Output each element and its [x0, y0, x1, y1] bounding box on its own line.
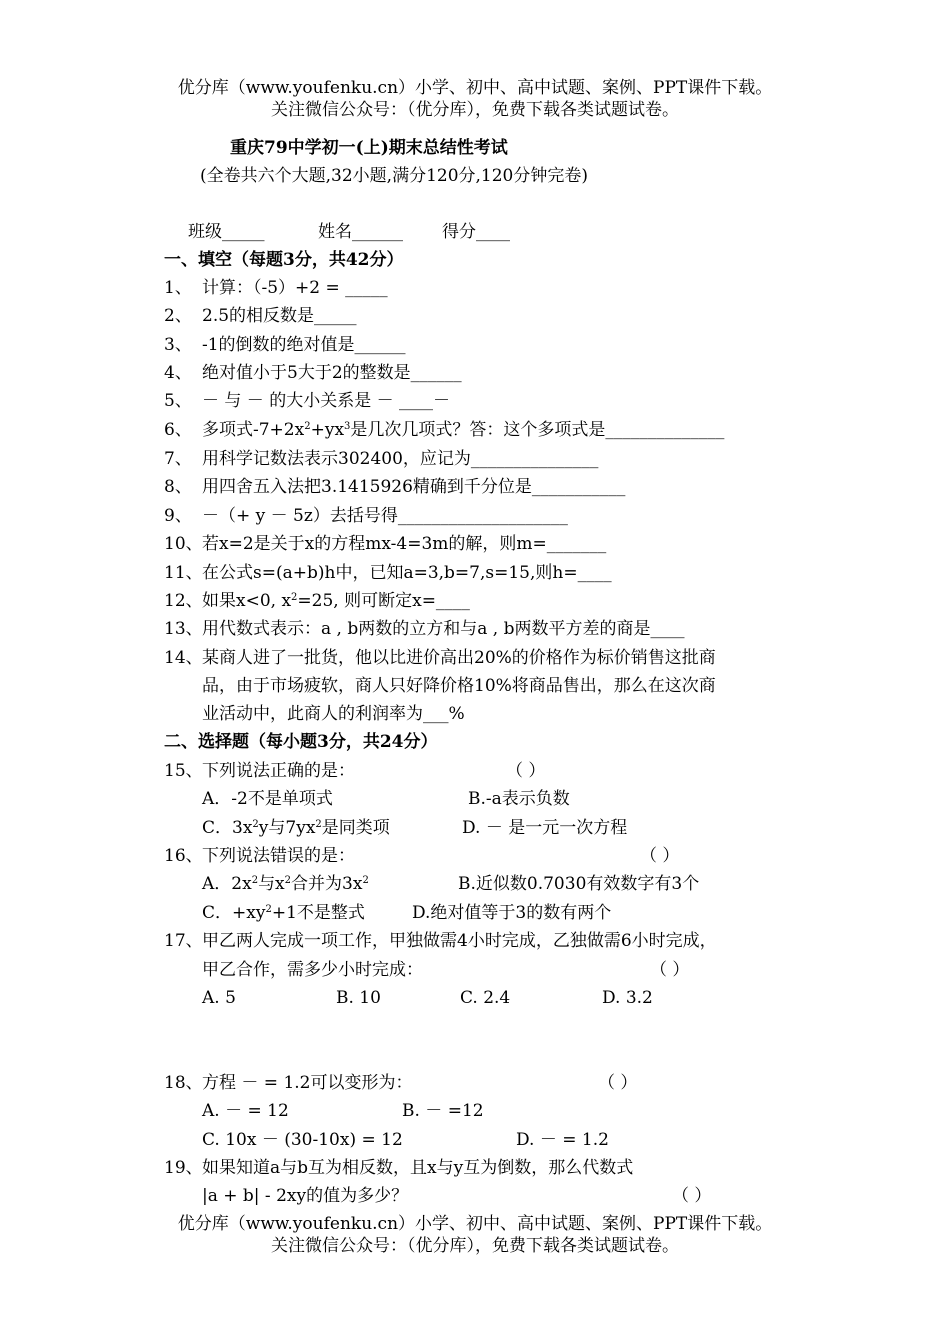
answer-paren: （ ）	[640, 846, 680, 866]
question-text-line: 某商人进了一批货，他以比进价高出20%的价格作为标价销售这批商	[202, 648, 716, 668]
question-text: -1的倒数的绝对值是______	[202, 335, 406, 355]
question-number: 15、	[164, 761, 203, 781]
question-number: 17、	[164, 931, 203, 951]
option-a: A．-2不是单项式	[202, 789, 333, 809]
question-stem-line: 甲乙合作，需多少小时完成：	[202, 960, 423, 980]
question-text: 如果x<0, $x^2=25$, 则可断定x=____	[202, 591, 470, 611]
option-c: C. 2.4	[460, 988, 511, 1008]
question-number: 8、	[164, 477, 192, 497]
option-a: A. 5	[202, 988, 236, 1008]
answer-paren: （ ）	[598, 1073, 638, 1093]
question-number: 7、	[164, 449, 192, 469]
exam-subtitle: (全卷共六个大题,32小题,满分120分,120分钟完卷)	[200, 166, 589, 186]
question-number: 14、	[164, 648, 203, 668]
question-text: － 与 － 的大小关系是 － ____－	[202, 391, 451, 411]
question-number: 4、	[164, 363, 192, 383]
option-a: A. － = 12	[202, 1101, 289, 1121]
question-number: 13、	[164, 619, 203, 639]
section2-heading: 二、选择题（每小题3分，共24分）	[164, 732, 438, 752]
option-d: D. － = 1.2	[516, 1130, 609, 1150]
question-text: 若x=2是关于x的方程mx-4=3m的解，则m=_______	[202, 534, 607, 554]
question-stem-line: 如果知道a与b互为相反数，且x与y互为倒数，那么代数式	[202, 1158, 634, 1178]
footer-line-1: 优分库（www.youfenku.cn）小学、初中、高中试题、案例、PPT课件下载。	[177, 1214, 773, 1234]
question-number: 9、	[164, 506, 192, 526]
question-text: 在公式s=(a+b)h中，已知a=3,b=7,s=15,则h=____	[202, 563, 612, 583]
question-text: 2.5的相反数是_____	[202, 306, 357, 326]
question-number: 1、	[164, 278, 192, 298]
score-field: 得分____	[442, 222, 510, 242]
class-field: 班级_____	[188, 222, 265, 242]
question-text: 用四舍五入法把3.1415926精确到千分位是___________	[202, 477, 626, 497]
question-number: 6、	[164, 420, 192, 440]
question-stem-line: 甲乙两人完成一项工作，甲独做需4小时完成，乙独做需6小时完成，	[202, 931, 717, 951]
option-d: D.绝对值等于3的数有两个	[412, 903, 612, 923]
answer-paren: （ ）	[506, 761, 546, 781]
answer-paren: （ ）	[650, 960, 690, 980]
question-number: 19、	[164, 1158, 203, 1178]
answer-paren: （ ）	[672, 1186, 712, 1206]
question-number: 2、	[164, 306, 192, 326]
option-b: B. 10	[336, 988, 381, 1008]
question-text: －（+ y － 5z）去括号得____________________	[202, 506, 568, 526]
question-number: 3、	[164, 335, 192, 355]
question-text: 绝对值小于5大于2的整数是______	[202, 363, 462, 383]
option-d: D. 3.2	[602, 988, 653, 1008]
question-number: 5、	[164, 391, 192, 411]
option-a: A．$2x^2$与$x^2$合并为$3x^2$	[202, 874, 369, 894]
question-text: 多项式$-7+2x^2+yx^3$是几次几项式？答：这个多项式是______________	[202, 420, 725, 440]
option-c: C. 10x － (30-10x) = 12	[202, 1130, 403, 1150]
option-b: B.近似数0.7030有效数字有3个	[458, 874, 700, 894]
question-stem: 方程 － = 1.2可以变形为：	[202, 1073, 413, 1093]
option-c: C．$3x^2y$与$7yx^2$是同类项	[202, 818, 390, 838]
header-line-2: 关注微信公众号：（优分库），免费下载各类试题试卷。	[271, 100, 679, 120]
question-text-line: 品，由于市场疲软，商人只好降价格10%将商品售出，那么在这次商	[202, 676, 716, 696]
question-stem: 下列说法错误的是：	[202, 846, 355, 866]
question-number: 18、	[164, 1073, 203, 1093]
header-line-1: 优分库（www.youfenku.cn）小学、初中、高中试题、案例、PPT课件下载。	[177, 78, 773, 98]
question-number: 16、	[164, 846, 203, 866]
question-number: 10、	[164, 534, 203, 554]
option-c: C．$+xy^2+1$不是整式	[202, 903, 365, 923]
option-b: B. － =12	[402, 1101, 484, 1121]
exam-title: 重庆79中学初一(上)期末总结性考试	[230, 138, 508, 158]
option-d: D. － 是一元一次方程	[462, 818, 628, 838]
question-text: 用代数式表示：a , b两数的立方和与a , b两数平方差的商是____	[202, 619, 685, 639]
question-stem-line: |a + b| - 2xy的值为多少？	[202, 1186, 409, 1206]
option-b: B.-a表示负数	[468, 789, 570, 809]
question-number: 11、	[164, 563, 203, 583]
question-text: 计算：（-5）+2 = _____	[202, 278, 388, 298]
question-text: 用科学记数法表示302400，应记为_______________	[202, 449, 599, 469]
question-text-line: 业活动中，此商人的利润率为___%	[202, 704, 465, 724]
question-number: 12、	[164, 591, 203, 611]
section1-heading: 一、填空（每题3分，共42分）	[164, 250, 404, 270]
question-stem: 下列说法正确的是：	[202, 761, 355, 781]
footer-line-2: 关注微信公众号：（优分库），免费下载各类试题试卷。	[271, 1236, 679, 1256]
name-field: 姓名______	[318, 222, 403, 242]
